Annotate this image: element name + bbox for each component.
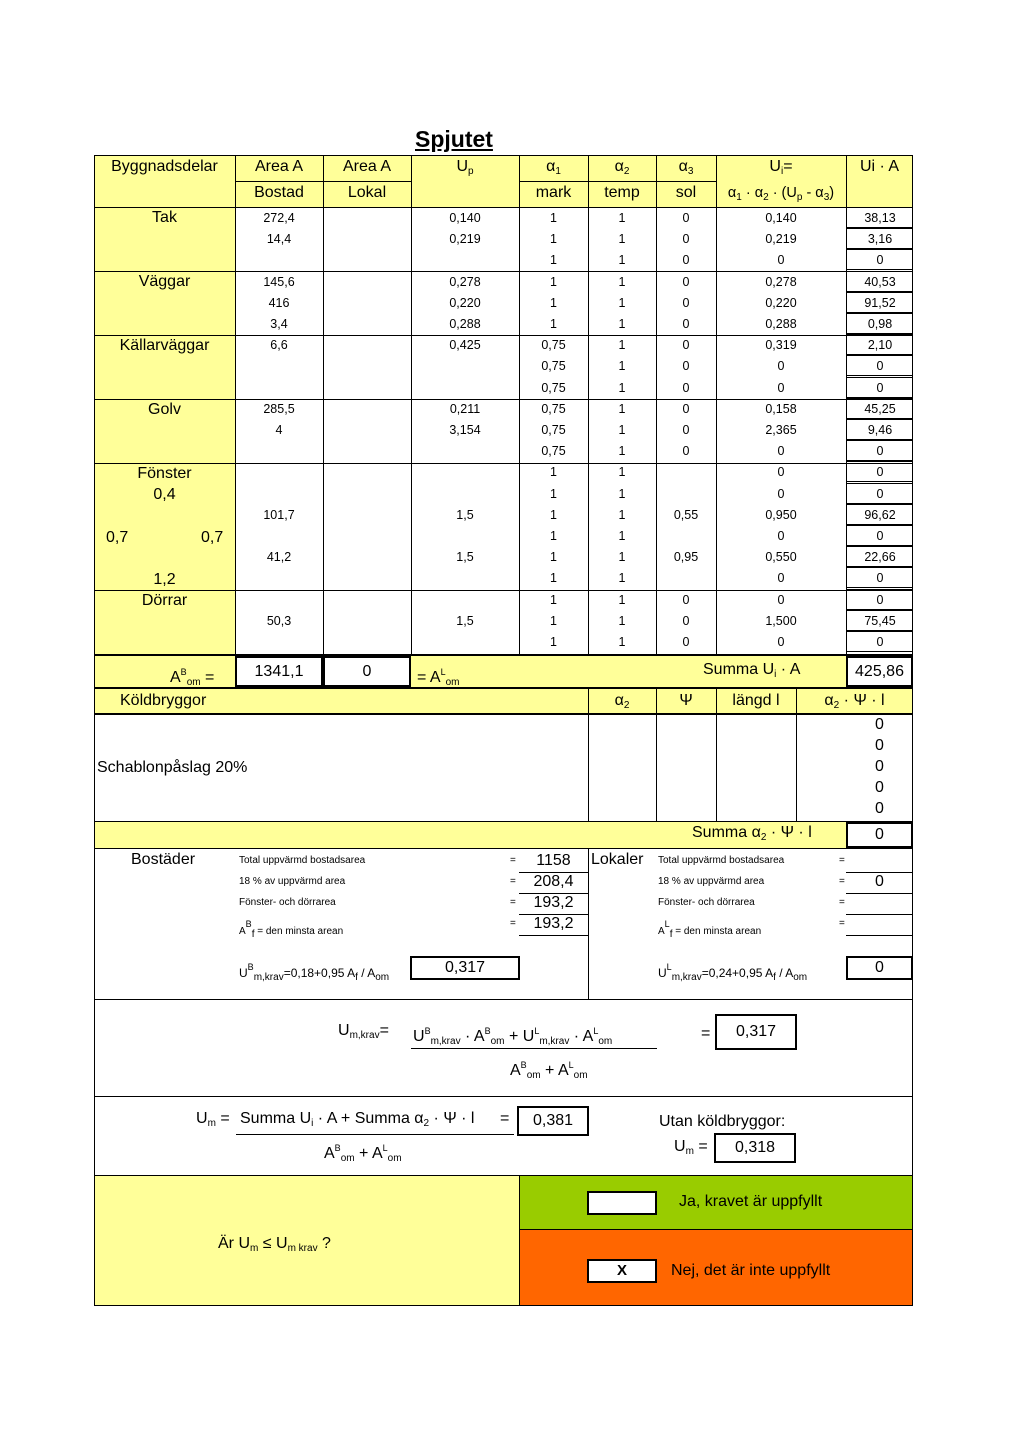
cell-up [411, 356, 519, 376]
cell-a3: 0 [682, 380, 690, 395]
cell-a3: 0 [682, 592, 690, 607]
cell-a1: 1 [550, 465, 557, 480]
cell-a3: 0 [682, 211, 690, 225]
bostader-row-value: 1158 [519, 851, 588, 873]
cell-ui: 2,365 [765, 423, 797, 437]
cell-bostad: 416 [268, 295, 290, 310]
col-subheader-mark: mark [535, 184, 572, 201]
cell-a2: 1 [618, 507, 626, 522]
cell-uia: 0 [846, 440, 913, 461]
cell-a3 [656, 462, 716, 482]
lokaler-row-label: 18 % av uppvärmd area [658, 876, 765, 887]
bostader-label: Bostäder [131, 851, 196, 868]
cell-ui: 0 [777, 571, 785, 586]
cell-up [411, 441, 519, 461]
cell-bostad: 14,4 [266, 232, 292, 247]
cell-ui: 0,550 [765, 550, 797, 565]
cell-up [411, 632, 519, 652]
cell-uia: 40,53 [846, 271, 913, 292]
cell-a3: 0 [682, 401, 690, 416]
bostader-row-value: 193,2 [519, 914, 588, 936]
cell-ui: 1,500 [765, 613, 797, 628]
bostader-krav-value: 0,317 [410, 956, 520, 980]
cell-up: 1,5 [456, 550, 474, 565]
cell-ui: 0 [777, 444, 785, 459]
cell-a1: 0,75 [541, 444, 566, 459]
cell-ui: 0 [777, 359, 785, 374]
cell-bostad: 272,4 [263, 211, 295, 225]
cell-up: 0,278 [449, 274, 481, 289]
cell-a2: 1 [618, 274, 626, 289]
cell-lokal [323, 526, 411, 546]
lokaler-row-value [846, 914, 913, 936]
group-label-golv: Golv [148, 401, 181, 418]
summa-psi-label: Summa $\alpha_2 \cdot \Psi \cdot l$ [692, 824, 812, 843]
col-subheader-bostad: Bostad [254, 184, 304, 201]
cell-ui: 0 [777, 380, 785, 395]
col-subheader-sol: sol [675, 184, 697, 201]
cell-lokal [323, 272, 411, 292]
cell-a2: 1 [618, 635, 626, 649]
lokaler-row-label: Fönster- och dörrarea [658, 897, 755, 908]
umkrav-numerator: $U^B_{m,krav} \cdot A^B_{om} + U^L_{m,krav} \cdot A^L_{om}$ [413, 1026, 613, 1047]
cell-a3: 0,95 [673, 550, 699, 565]
cell-a3 [656, 568, 716, 588]
cell-a1: 1 [550, 274, 557, 289]
cell-up: 1,5 [456, 507, 474, 522]
fonster-frame-top: 0,4 [153, 486, 176, 503]
cell-a1: 0,75 [541, 359, 566, 374]
um-lhs: $U_m$ = [196, 1110, 230, 1129]
cell-ui: 0,278 [765, 274, 797, 289]
lokaler-row-value [846, 893, 913, 915]
umkrav-denominator: $A^B_{om} + A^L_{om}$ [510, 1060, 588, 1081]
cell-ui: 0,288 [765, 317, 797, 331]
bostader-row-eq: = [510, 897, 516, 908]
cell-a3: 0 [682, 295, 690, 310]
cell-a2: 1 [618, 465, 626, 480]
cell-up: 0,219 [449, 232, 481, 247]
cell-a1: 1 [550, 253, 557, 268]
cell-a3: 0,55 [673, 507, 699, 522]
cell-a2: 1 [618, 359, 626, 374]
col-header-area-bostad: Area A [254, 158, 304, 175]
bostader-row-eq: = [510, 918, 516, 929]
cell-uia: 0 [846, 483, 913, 504]
cell-a1: 0,75 [541, 401, 566, 416]
bostader-row-label: 18 % av uppvärmd area [239, 876, 346, 887]
cell-ui: 0,220 [765, 295, 797, 310]
cell-a2: 1 [618, 571, 626, 586]
cell-bostad [235, 590, 323, 610]
koldbryggor-value: 0 [875, 758, 884, 775]
cell-a2: 1 [618, 317, 626, 331]
cell-ui: 0,219 [765, 232, 797, 247]
cell-a2: 1 [618, 401, 626, 416]
col-subheader-temp: temp [604, 184, 640, 201]
ja-checkbox[interactable] [587, 1191, 657, 1215]
cell-uia: 38,13 [846, 207, 913, 228]
fonster-frame-left: 0,7 [106, 529, 129, 546]
cell-lokal [323, 484, 411, 504]
cell-uia: 9,46 [846, 419, 913, 440]
lokaler-row-value: 0 [846, 872, 913, 894]
cell-a3: 0 [682, 253, 690, 268]
cell-a3: 0 [682, 613, 690, 628]
cell-bostad [235, 526, 323, 546]
summa-ui-value: 425,86 [846, 656, 913, 687]
col-subheader-lokal: Lokal [347, 184, 387, 201]
cell-a1: 1 [550, 507, 557, 522]
cell-a3: 0 [682, 444, 690, 459]
cell-lokal [323, 590, 411, 610]
cell-up [411, 526, 519, 546]
cell-a3: 0 [682, 274, 690, 289]
cell-a2: 1 [618, 486, 626, 501]
ja-text: Ja, kravet är uppfyllt [679, 1193, 823, 1210]
umkrav-lhs: $U_{m,krav}=$ [338, 1022, 389, 1041]
koldbryggor-value: 0 [875, 800, 884, 817]
col-header-alpha2: $\alpha_2$ [614, 158, 630, 177]
cell-a1: 1 [550, 295, 557, 310]
bostader-row-label: Total uppvärmd bostadsarea [239, 855, 366, 866]
cell-a3: 0 [682, 635, 690, 649]
cell-ui: 0 [777, 486, 785, 501]
cell-lokal [323, 399, 411, 419]
group-label-dorrar: Dörrar [141, 592, 188, 609]
cell-a2: 1 [618, 592, 626, 607]
cell-a1: 1 [550, 635, 557, 649]
nej-checkbox[interactable]: X [587, 1259, 657, 1283]
cell-bostad [235, 632, 323, 652]
cell-up [411, 462, 519, 482]
cell-a1: 1 [550, 592, 557, 607]
lokaler-row-value [846, 851, 913, 873]
cell-lokal [323, 462, 411, 482]
cell-uia: 22,66 [846, 546, 913, 567]
summa-psi-value: 0 [846, 822, 913, 848]
koldbryggor-col-langd: längd l [732, 692, 780, 709]
cell-bostad [235, 462, 323, 482]
cell-a2: 1 [618, 211, 626, 225]
cell-uia: 96,62 [846, 504, 913, 525]
nej-text: Nej, det är inte uppfyllt [671, 1262, 831, 1279]
cell-bostad: 101,7 [263, 507, 295, 522]
cell-a1: 1 [550, 550, 557, 565]
bostader-row-value: 193,2 [519, 893, 588, 915]
cell-a2: 1 [618, 550, 626, 565]
cell-lokal [323, 441, 411, 461]
cell-a1: 1 [550, 529, 557, 543]
col-header-ui: $U_i=$ [769, 158, 793, 177]
cell-ui: 0,140 [765, 211, 797, 225]
cell-a3: 0 [682, 359, 690, 374]
cell-ui: 0 [777, 529, 785, 543]
cell-lokal [323, 420, 411, 440]
group-label-kallarvaggar: Källarväggar [119, 337, 210, 354]
cell-a3: 0 [682, 232, 690, 247]
alom-label: = $A^L_{om}$ [417, 667, 460, 688]
bostader-row-label: $A^B_f$ = den minsta arean [239, 919, 344, 940]
cell-up [411, 590, 519, 610]
cell-ui: 0 [777, 635, 785, 649]
cell-bostad [235, 378, 323, 398]
lokaler-label: Lokaler [591, 851, 644, 868]
umkrav-fraction-line [411, 1048, 657, 1049]
cell-lokal [323, 314, 411, 334]
summa-ui-label: Summa $U_i \cdot A$ [703, 661, 801, 680]
col-header-alpha3: $\alpha_3$ [678, 158, 694, 177]
cell-ui: 0 [777, 253, 785, 268]
utan-um-value: 0,318 [714, 1133, 796, 1163]
cell-a1: 1 [550, 571, 557, 586]
cell-a3 [656, 526, 716, 546]
cell-lokal [323, 293, 411, 313]
cell-a1: 0,75 [541, 423, 566, 437]
cell-bostad: 285,5 [263, 401, 295, 416]
question-text: Är $U_m \le U_{m krav}$ ? [218, 1235, 331, 1254]
cell-a1: 1 [550, 317, 557, 331]
lokaler-krav-value: 0 [846, 956, 913, 980]
cell-uia: 0 [846, 249, 913, 270]
bostader-row-eq: = [510, 876, 516, 887]
cell-uia: 0,98 [846, 313, 913, 334]
cell-bostad [235, 484, 323, 504]
lokaler-krav-formula: $U^L_{m,krav}=0,24+0,95$ $A_f / A_{om}$ [658, 962, 808, 983]
lokaler-row-eq: = [839, 855, 845, 866]
cell-lokal [323, 568, 411, 588]
col-header-ui-times-a: Ui · A [859, 158, 900, 175]
cell-a3: 0 [682, 423, 690, 437]
cell-uia: 3,16 [846, 228, 913, 249]
cell-uia: 0 [846, 589, 913, 610]
cell-lokal [323, 229, 411, 249]
col-header-byggnadsdelar: Byggnadsdelar [111, 158, 218, 175]
cell-uia: 0 [846, 525, 913, 546]
bostader-krav-formula: $U^B_{m,krav}=0,18+0,95$ $A_f / A_{om}$ [239, 962, 390, 983]
cell-up [411, 250, 519, 270]
group-label-tak: Tak [152, 209, 177, 226]
cell-lokal [323, 632, 411, 652]
cell-bostad: 6,6 [270, 338, 288, 353]
abom-label: $A^B_{om}$ = [170, 667, 215, 688]
cell-a2: 1 [618, 253, 626, 268]
cell-uia: 0 [846, 567, 913, 588]
cell-ui: 0 [777, 592, 785, 607]
cell-a1: 1 [550, 613, 557, 628]
cell-bostad [235, 441, 323, 461]
cell-ui: 0,158 [765, 401, 797, 416]
cell-a2: 1 [618, 232, 626, 247]
cell-bostad: 41,2 [266, 550, 292, 565]
cell-a1: 1 [550, 211, 557, 225]
col-header-up: $U_p$ [456, 158, 474, 177]
group-label-vaggar: Väggar [138, 273, 191, 290]
alom-value: 0 [323, 656, 411, 687]
cell-a2: 1 [618, 444, 626, 459]
cell-up: 0,140 [449, 211, 481, 225]
um-denominator: $A^B_{om} + A^L_{om}$ [324, 1143, 402, 1164]
fonster-frame-bottom: 1,2 [153, 571, 176, 588]
cell-a1: 1 [550, 486, 557, 501]
lokaler-row-label: $A^L_f$ = den minsta arean [658, 919, 762, 940]
cell-bostad: 3,4 [270, 317, 288, 331]
cell-a3 [656, 484, 716, 504]
cell-bostad [235, 356, 323, 376]
cell-a2: 1 [618, 613, 626, 628]
cell-bostad: 145,6 [263, 274, 295, 289]
umkrav-eq: = [701, 1025, 711, 1042]
cell-a2: 1 [618, 338, 626, 353]
col-subheader-ui-formula: $\alpha_1 \cdot \alpha_2 \cdot (U_p - \alpha_3)$ [727, 185, 835, 203]
lokaler-row-eq: = [839, 897, 845, 908]
cell-lokal [323, 356, 411, 376]
umkrav-value: 0,317 [715, 1014, 797, 1050]
cell-ui: 0,319 [765, 338, 797, 353]
cell-uia: 0 [846, 461, 913, 482]
utan-koldbryggor-label: Utan köldbryggor: [659, 1113, 786, 1130]
koldbryggor-col-psi: Ψ [679, 692, 693, 709]
cell-bostad [235, 250, 323, 270]
bostader-row-value: 208,4 [519, 872, 588, 894]
cell-uia: 45,25 [846, 398, 913, 419]
koldbryggor-col-alpha2: $\alpha_2$ [614, 692, 630, 711]
cell-lokal [323, 335, 411, 355]
um-fraction-line [236, 1134, 514, 1135]
cell-a1: 0,75 [541, 380, 566, 395]
cell-up: 3,154 [449, 423, 481, 437]
koldbryggor-value: 0 [875, 779, 884, 796]
cell-uia: 0 [846, 355, 913, 376]
cell-a1: 0,75 [541, 338, 566, 353]
col-header-alpha1: $\alpha_1$ [546, 158, 561, 177]
fonster-frame-right: 0,7 [201, 529, 224, 546]
cell-uia: 0 [846, 631, 913, 652]
cell-bostad [235, 568, 323, 588]
lokaler-row-label: Total uppvärmd bostadsarea [658, 855, 785, 866]
cell-uia: 2,10 [846, 334, 913, 355]
cell-lokal [323, 250, 411, 270]
cell-lokal [323, 378, 411, 398]
cell-lokal [323, 505, 411, 525]
koldbryggor-value: 0 [875, 737, 884, 754]
cell-up [411, 568, 519, 588]
cell-a2: 1 [618, 529, 626, 543]
um-numerator: Summa $U_i \cdot A$ + Summa $\alpha_2 \cdot \Psi \cdot l$ [240, 1110, 475, 1129]
cell-a3: 0 [682, 317, 690, 331]
lokaler-row-eq: = [839, 918, 845, 929]
cell-lokal [323, 547, 411, 567]
koldbryggor-value: 0 [875, 716, 884, 733]
cell-up [411, 484, 519, 504]
group-label-fonster: Fönster [137, 465, 192, 482]
cell-up: 0,425 [449, 338, 481, 353]
cell-ui: 0,950 [765, 507, 797, 522]
cell-up: 0,211 [449, 401, 481, 416]
um-eq: = [500, 1110, 510, 1127]
cell-bostad: 50,3 [266, 613, 292, 628]
cell-uia: 91,52 [846, 292, 913, 313]
koldbryggor-label: Köldbryggor [120, 692, 207, 709]
cell-up: 0,220 [449, 295, 481, 310]
col-header-area-lokal: Area A [342, 158, 392, 175]
cell-a2: 1 [618, 380, 626, 395]
cell-up: 0,288 [449, 317, 481, 331]
cell-uia: 0 [846, 377, 913, 398]
page-title: Spjutet [415, 126, 493, 152]
lokaler-row-eq: = [839, 876, 845, 887]
cell-a1: 1 [550, 232, 557, 247]
utan-um-lhs: $U_m$ = [674, 1138, 708, 1157]
cell-a2: 1 [618, 423, 626, 437]
cell-lokal [323, 611, 411, 631]
um-value: 0,381 [517, 1106, 589, 1136]
cell-uia: 75,45 [846, 610, 913, 631]
cell-a2: 1 [618, 295, 626, 310]
cell-bostad: 4 [275, 423, 283, 437]
bostader-row-label: Fönster- och dörrarea [239, 897, 336, 908]
cell-lokal [323, 208, 411, 228]
koldbryggor-col-product: $\alpha_2 \cdot \Psi \cdot l$ [824, 692, 885, 711]
abom-value: 1341,1 [235, 656, 323, 687]
schablon-label: Schablonpåslag 20% [97, 759, 248, 776]
cell-up [411, 378, 519, 398]
cell-a3: 0 [682, 338, 690, 353]
bostader-row-eq: = [510, 855, 516, 866]
cell-up: 1,5 [456, 613, 474, 628]
cell-ui: 0 [777, 465, 785, 480]
